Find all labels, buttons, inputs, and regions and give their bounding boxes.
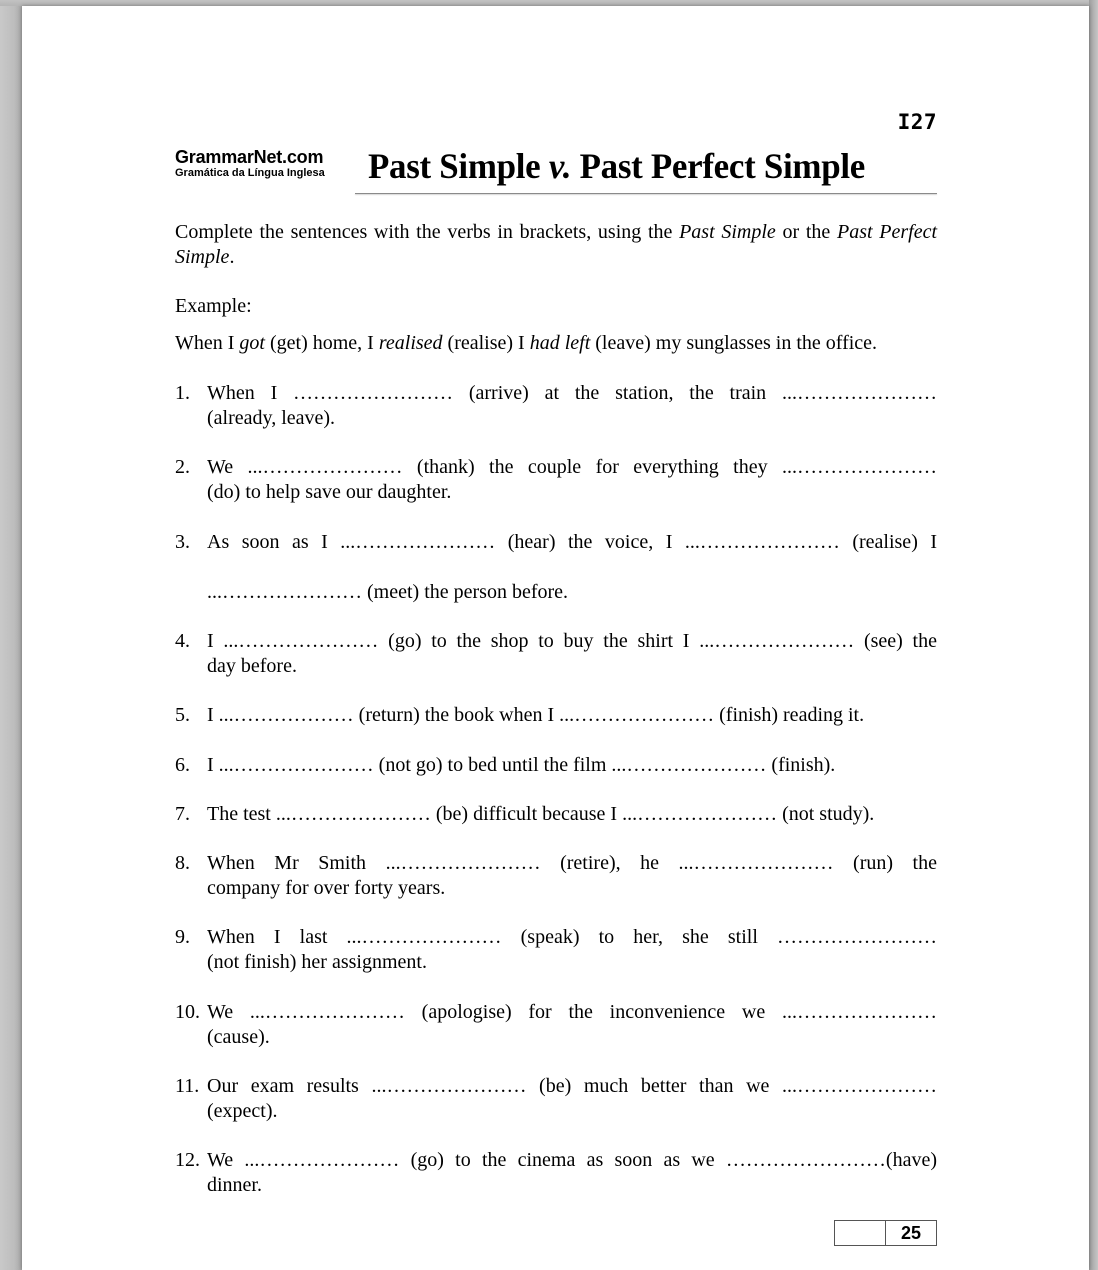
example-answer: had left — [529, 332, 591, 354]
exercise-line[interactable]: I ...………………… (go) to the shop to buy the shirt I ...………………… (see) the — [207, 630, 937, 652]
document-page — [22, 6, 1089, 1270]
exercise-number: 10. — [175, 1001, 200, 1023]
exercise-item — [175, 753, 937, 778]
example-text: (get) home, I — [264, 332, 379, 354]
exercise-line[interactable]: When Mr Smith ...………………… (retire), he ...………………… (run) the — [207, 852, 937, 874]
exercise-item — [175, 1074, 937, 1124]
exercise-line[interactable]: (expect). — [207, 1100, 278, 1122]
exercise-number: 12. — [175, 1149, 200, 1171]
exercise-number: 3. — [175, 531, 190, 553]
exercise-item — [175, 455, 937, 505]
exercise-line[interactable]: When I last ...………………… (speak) to her, she still …………………… — [207, 926, 937, 948]
exercise-line[interactable]: company for over forty years. — [207, 877, 446, 899]
brand-name: GrammarNet.com — [175, 147, 324, 167]
exercise-number: 8. — [175, 852, 190, 874]
exercise-line[interactable]: We ...………………… (go) to the cinema as soon as we ……………………(have) — [207, 1149, 937, 1171]
example-text: When I — [175, 332, 240, 354]
exercise-line[interactable]: (do) to help save our daughter. — [207, 481, 452, 503]
exercise-number: 4. — [175, 630, 190, 652]
header-divider — [355, 193, 937, 194]
page-number: 25 — [900, 1223, 922, 1243]
viewer-background-right — [1089, 0, 1098, 1270]
exercise-line[interactable]: Our exam results ...………………… (be) much better than we ...………………… — [207, 1075, 937, 1097]
exercise-line[interactable]: We ...………………… (thank) the couple for everything they ...………………… — [207, 456, 937, 478]
exercise-code: I27 — [897, 110, 937, 134]
exercise-line[interactable]: (already, leave). — [207, 407, 336, 429]
instructions-lead: Complete the sentences with the verbs in brackets, using the — [175, 221, 680, 243]
exercise-line[interactable]: dinner. — [207, 1174, 262, 1196]
instructions-term2: Past Perfect Simple — [175, 221, 937, 268]
page-number-box — [834, 1220, 937, 1246]
exercise-item — [175, 925, 937, 975]
brand-tagline: Gramática da Língua Inglesa — [175, 167, 325, 179]
exercise-item — [175, 629, 937, 679]
exercise-number: 1. — [175, 382, 190, 404]
exercise-item — [175, 851, 937, 901]
exercise-number: 5. — [175, 704, 190, 726]
exercise-item — [175, 1148, 937, 1198]
page-number-blank-cell — [835, 1221, 886, 1245]
exercise-number: 9. — [175, 926, 190, 948]
title-part2: Past Perfect Simple — [571, 146, 865, 186]
exercise-line[interactable]: The test ...………………… (be) difficult because I ...………………… (not study). — [207, 803, 875, 825]
exercise-line[interactable]: day before. — [207, 655, 297, 677]
exercise-line[interactable]: We ...………………… (apologise) for the inconvenience we ...………………… — [207, 1001, 937, 1023]
example-text: (leave) my sunglasses in the office. — [590, 332, 878, 354]
example-answer: got — [239, 332, 265, 354]
exercise-item — [175, 1000, 937, 1050]
exercise-line[interactable]: ...………………… (meet) the person before. — [207, 581, 569, 603]
exercise-line[interactable]: When I …………………… (arrive) at the station, the train ...………………… — [207, 382, 937, 404]
example-sentence — [175, 331, 937, 356]
exercise-line[interactable]: As soon as I ...………………… (hear) the voice, I ...………………… (realise) I — [207, 531, 937, 553]
instructions-end: . — [229, 246, 235, 268]
title-versus: v. — [548, 146, 572, 186]
exercise-item — [175, 703, 937, 728]
instructions-term1: Past Simple — [679, 221, 776, 243]
exercise-line[interactable]: I ...………………… (not go) to bed until the film ...………………… (finish). — [207, 754, 836, 776]
example-answer: realised — [378, 332, 443, 354]
exercise-line[interactable]: (not finish) her assignment. — [207, 951, 427, 973]
instructions-mid: or the — [775, 221, 837, 243]
exercise-number: 2. — [175, 456, 190, 478]
exercise-item — [175, 802, 937, 827]
exercise-number: 6. — [175, 754, 190, 776]
exercise-item — [175, 530, 937, 605]
exercise-line[interactable]: (cause). — [207, 1026, 270, 1048]
instructions — [175, 220, 937, 270]
title-part1: Past Simple — [368, 146, 549, 186]
page-title — [368, 144, 865, 188]
example-text: (realise) I — [442, 332, 530, 354]
exercise-item — [175, 381, 937, 431]
publisher-logo — [175, 147, 325, 180]
example-label: Example: — [175, 295, 252, 317]
exercise-number: 11. — [175, 1075, 200, 1097]
exercise-number: 7. — [175, 803, 190, 825]
exercise-line[interactable]: I ...……………… (return) the book when I ...………………… (finish) reading it. — [207, 704, 865, 726]
